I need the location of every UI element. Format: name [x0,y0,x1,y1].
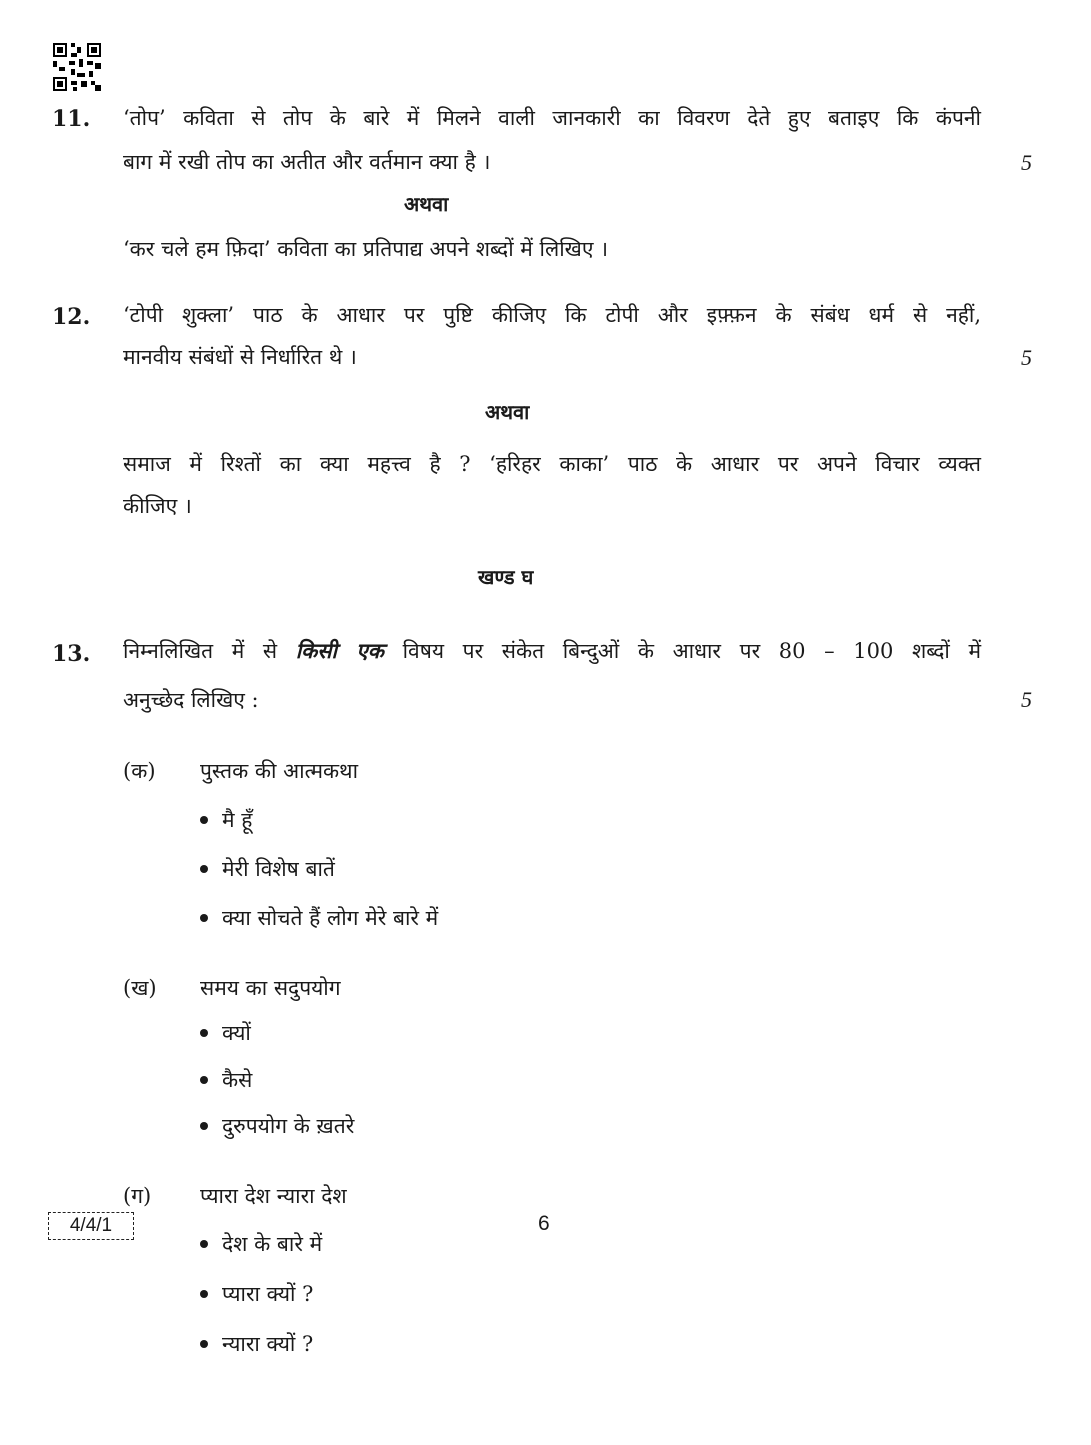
option-label: (ख) [123,976,157,1000]
option-label: (ग) [123,1184,152,1208]
list-item: मै हूँ [200,806,252,834]
bullet-icon [200,865,208,873]
question-number: 13. [52,641,91,667]
question-text: ‘टोपी शुक्ला’ पाठ के आधार पर पुष्टि कीजिए कि टोपी और इफ़्फ़न के संबंध धर्म से नहीं, [123,303,981,327]
emphasis-text: किसी एक [295,638,384,663]
marks: 5 [1021,345,1032,370]
alternative-question-text: ‘कर चले हम फ़िदा’ कविता का प्रतिपाद्य अपने शब्दों में लिखिए । [123,237,609,261]
question-text: ‘तोप’ कविता से तोप के बारे में मिलने वाली जानकारी का विवरण देते हुए बताइए कि कंपनी [123,106,981,130]
bullet-icon [200,816,208,824]
question-text: बाग में रखी तोप का अतीत और वर्तमान क्या है । [123,150,491,174]
bullet-icon [200,1290,208,1298]
list-item: मेरी विशेष बातें [200,855,335,883]
bullet-icon [200,1076,208,1084]
list-item: दुरुपयोग के ख़तरे [200,1112,354,1140]
option-title: प्यारा देश न्यारा देश [200,1184,347,1208]
bullet-icon [200,1122,208,1130]
question-text: अनुच्छेद लिखिए : [123,688,259,712]
list-item: न्यारा क्यों ? [200,1330,313,1358]
alternative-question-text: समाज में रिश्तों का क्या महत्त्व है ? ‘हरिहर काका’ पाठ के आधार पर अपने विचार व्यक्त [123,452,981,476]
list-item: क्या सोचते हैं लोग मेरे बारे में [200,904,438,932]
bullet-icon [200,1029,208,1037]
qr-code-icon [53,43,101,91]
bullet-icon [200,914,208,922]
option-title: समय का सदुपयोग [200,976,341,1000]
question-text: मानवीय संबंधों से निर्धारित थे । [123,345,357,369]
alternative-question-text: कीजिए । [123,494,192,518]
section-heading: खण्ड घ [478,565,534,589]
question-text: निम्नलिखित में से किसी एक विषय पर संकेत बिन्दुओं के आधार पर 80 – 100 शब्दों में [123,638,982,663]
list-item: कैसे [200,1066,252,1094]
or-heading: अथवा [485,400,530,424]
option-label: (क) [123,759,156,783]
question-number: 12. [52,304,91,330]
or-heading: अथवा [404,192,449,216]
list-item: क्यों [200,1019,251,1047]
page-number: 6 [538,1212,550,1235]
bullet-icon [200,1340,208,1348]
question-number: 11. [52,106,91,132]
option-title: पुस्तक की आत्मकथा [200,759,359,783]
marks: 5 [1021,150,1032,175]
list-item: देश के बारे में [200,1230,322,1258]
paper-code: 4/4/1 [48,1212,134,1240]
bullet-icon [200,1240,208,1248]
list-item: प्यारा क्यों ? [200,1280,313,1308]
marks: 5 [1021,687,1032,712]
